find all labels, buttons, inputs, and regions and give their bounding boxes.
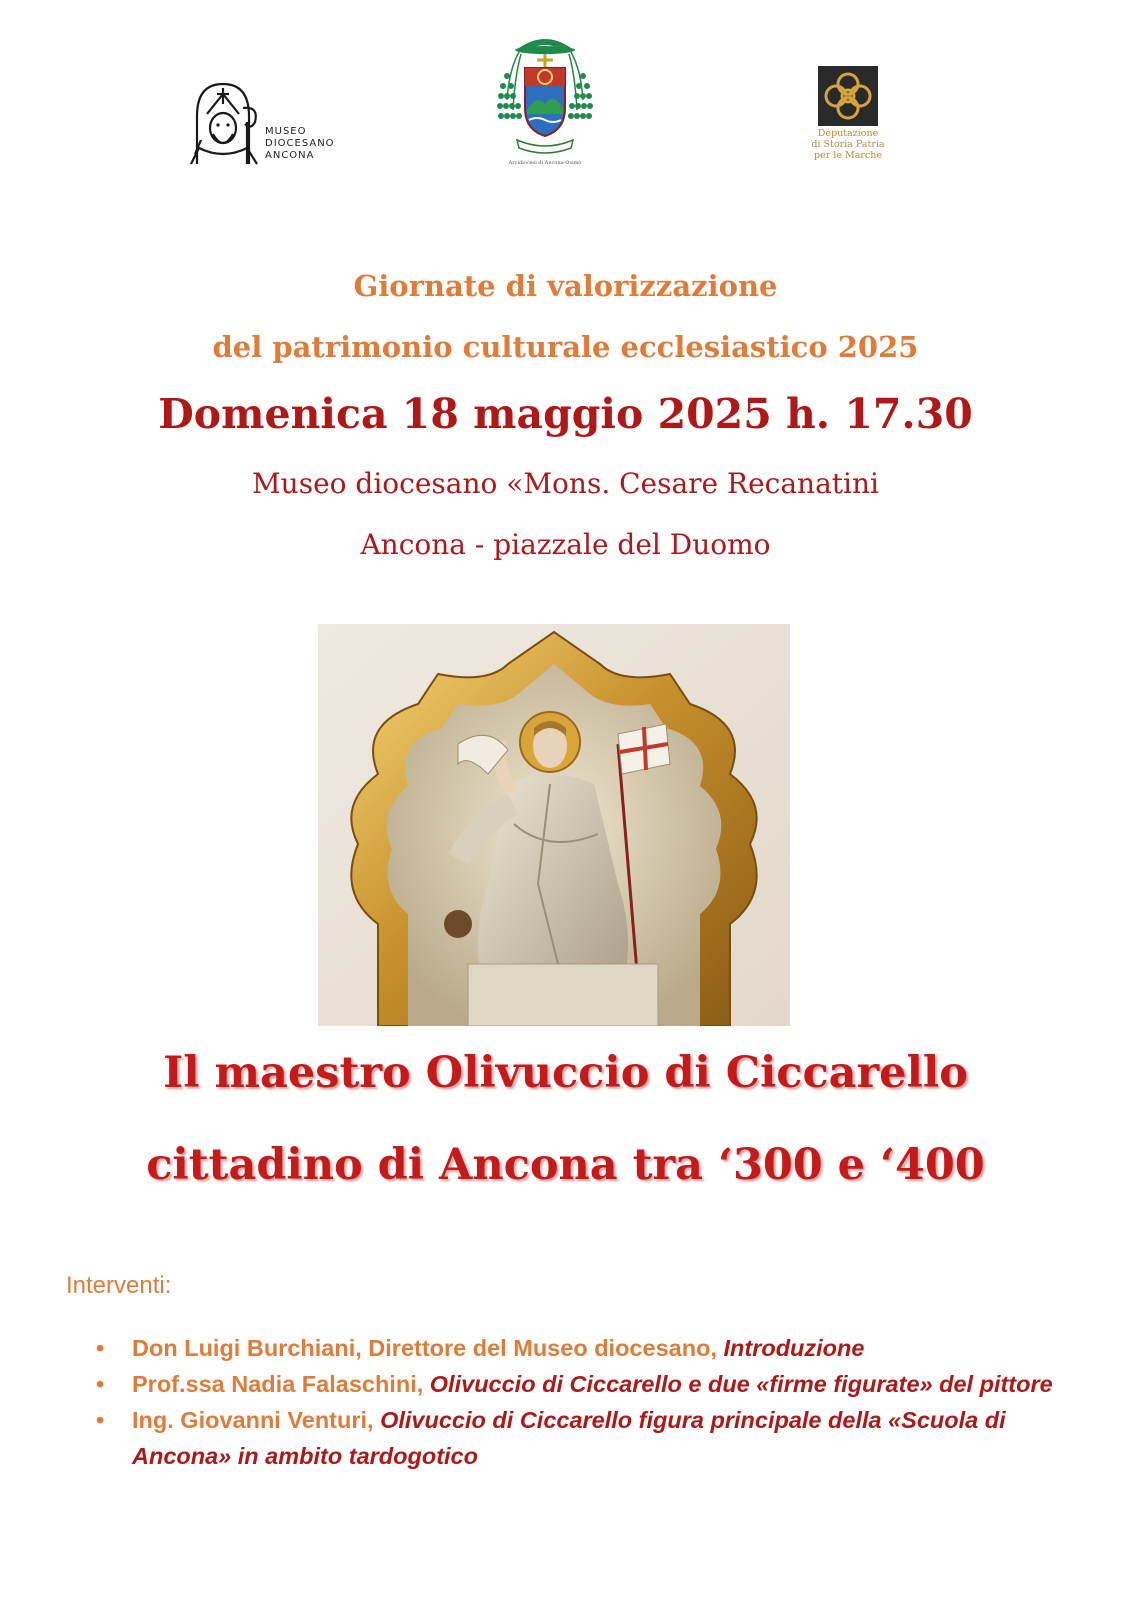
- speaker-name: Prof.ssa Nadia Falaschini,: [132, 1371, 424, 1397]
- bullet-icon: •: [96, 1407, 105, 1433]
- museo-logo-line: DIOCESANO: [265, 138, 335, 149]
- venue-address: Ancona - piazzale del Duomo: [360, 528, 771, 561]
- speaker-item: [96, 1366, 1066, 1402]
- speaker-item: [96, 1402, 1066, 1474]
- speaker-name: Don Luigi Burchiani, Direttore del Museo diocesano,: [132, 1335, 717, 1361]
- event-date: Domenica 18 maggio 2025 h. 17.30: [158, 390, 973, 438]
- speaker-topic: Olivuccio di Ciccarello e due «firme figurate» del pittore: [429, 1371, 1053, 1397]
- bullet-icon: •: [96, 1335, 105, 1361]
- museo-logo-text: [265, 126, 335, 162]
- artwork-image: [318, 624, 790, 1026]
- museo-diocesano-logo: [185, 78, 345, 170]
- lecture-title-line-2: cittadino di Ancona tra ‘300 e ‘400: [146, 1140, 985, 1190]
- deputazione-logo-line: Deputazione: [817, 128, 879, 139]
- arms-caption: Arcidiocesi di Ancona-Osimo: [508, 160, 582, 166]
- speaker-topic: Olivuccio di Ciccarello figura principale della «Scuola di Ancona» in ambito tardogotico: [132, 1407, 1006, 1469]
- lecture-title-line-1: Il maestro Olivuccio di Ciccarello: [163, 1048, 968, 1098]
- episcopal-coat-of-arms-icon: [497, 30, 593, 158]
- speaker-item: [96, 1330, 1066, 1366]
- deputazione-logo: [800, 66, 900, 176]
- bishop-portrait-icon: [185, 78, 263, 168]
- event-title-line-2: del patrimonio culturale ecclesiastico 2025: [212, 330, 919, 364]
- museo-logo-line: ANCONA: [265, 150, 315, 161]
- speaker-topic: Introduzione: [723, 1335, 865, 1361]
- deputazione-logo-line: per le Marche: [814, 150, 882, 161]
- deputazione-logo-line: di Storia Patria: [811, 139, 885, 150]
- speakers-list: [96, 1330, 1066, 1474]
- bullet-icon: •: [96, 1371, 105, 1397]
- museo-logo-line: MUSEO: [265, 126, 307, 137]
- gold-knot-emblem-icon: [818, 66, 878, 126]
- archdiocese-coat-of-arms: [497, 30, 593, 170]
- event-title-line-1: Giornate di valorizzazione: [353, 269, 778, 303]
- venue-name: Museo diocesano «Mons. Cesare Recanatini: [252, 467, 879, 500]
- speaker-name: Ing. Giovanni Venturi,: [132, 1407, 374, 1433]
- deputazione-logo-text: [800, 128, 896, 161]
- speakers-heading: Interventi:: [66, 1272, 172, 1299]
